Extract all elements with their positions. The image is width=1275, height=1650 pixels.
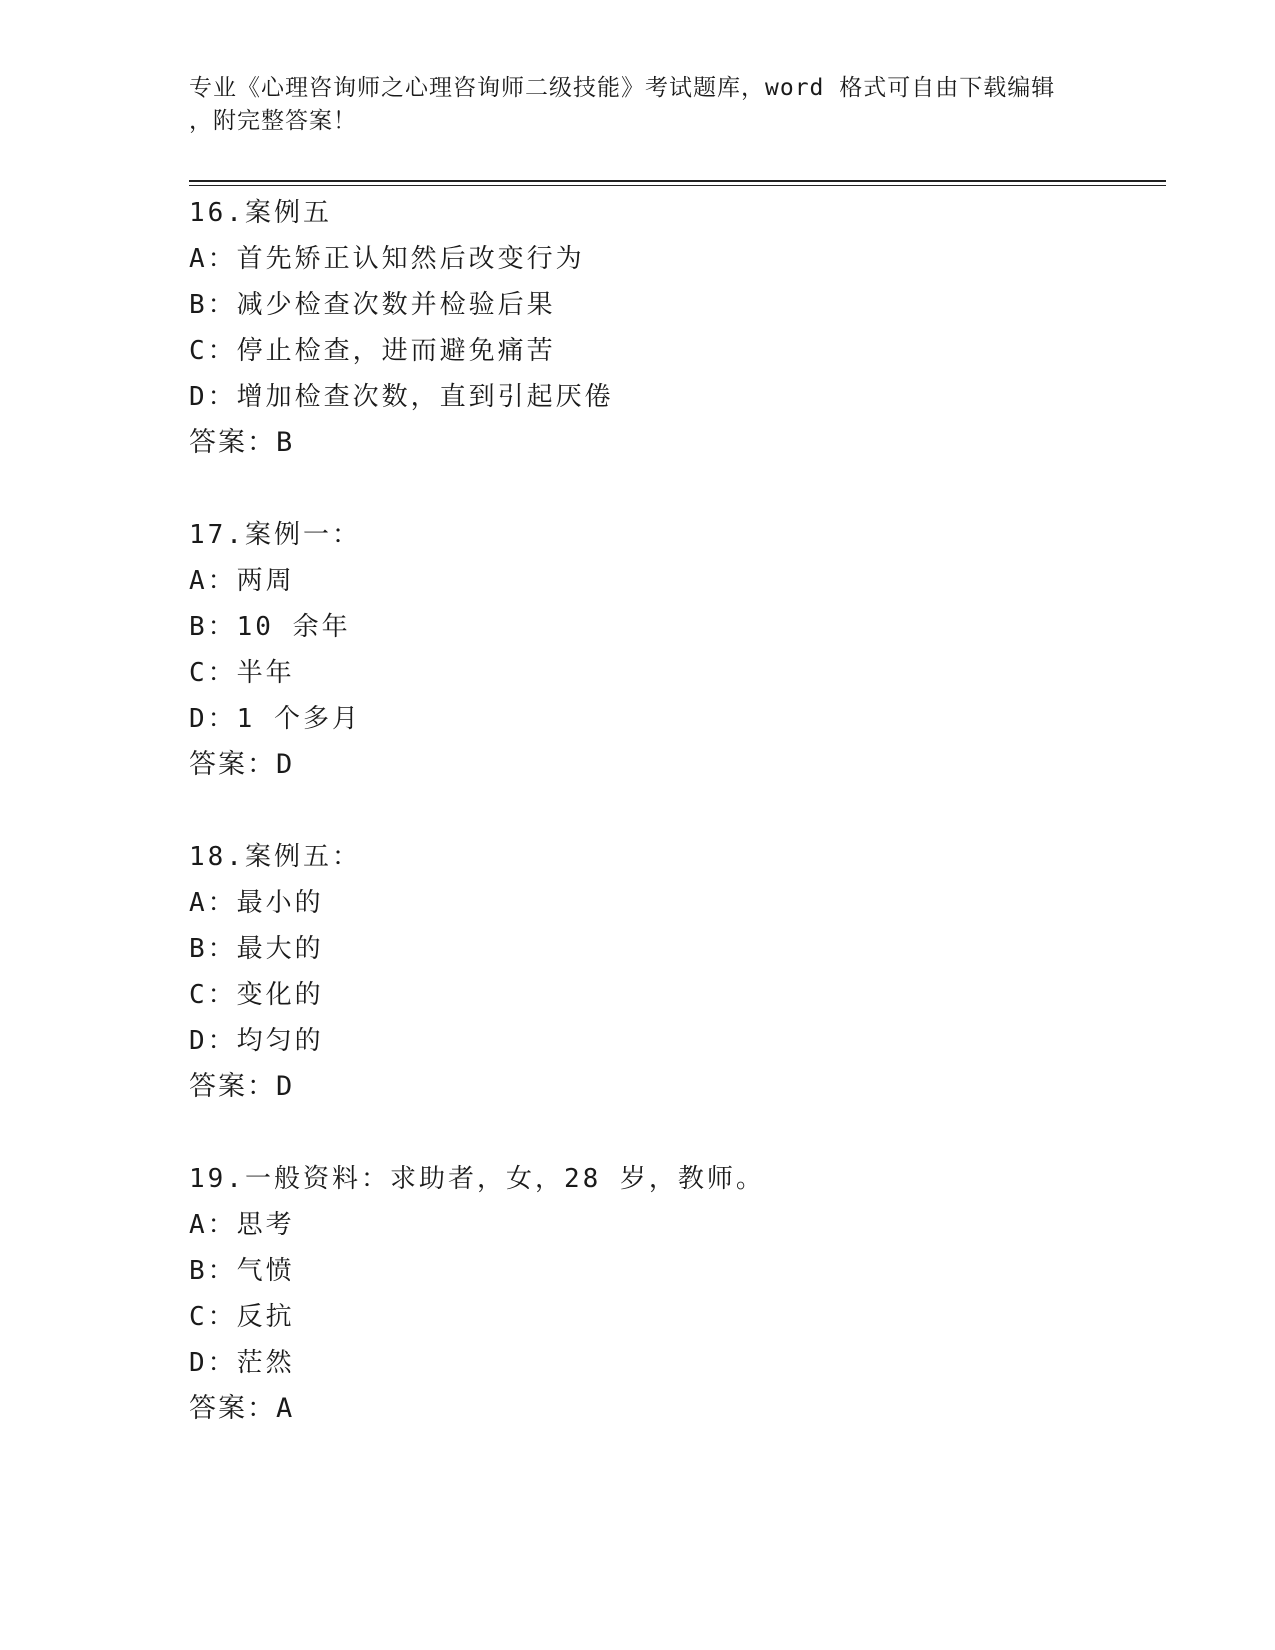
- option-d: D：增加检查次数，直到引起厌倦: [189, 382, 614, 412]
- question-list: [189, 190, 1166, 1478]
- header-line-2: ，附完整答案！: [189, 108, 357, 134]
- option-a: A：首先矫正认知然后改变行为: [189, 244, 585, 274]
- option-a: A：思考: [189, 1210, 295, 1240]
- question-stem: 16.案例五: [189, 198, 332, 228]
- option-b: B：减少检查次数并检验后果: [189, 290, 556, 320]
- question-stem: 18.案例五：: [189, 842, 361, 872]
- question-stem: 19.一般资料：求助者，女，28 岁，教师。: [189, 1164, 765, 1194]
- answer-line: 答案：A: [189, 1393, 295, 1424]
- option-d: D：均匀的: [189, 1026, 324, 1056]
- option-c: C：反抗: [189, 1302, 295, 1332]
- question-18: [189, 834, 1166, 1110]
- header-divider-thin: [189, 185, 1166, 186]
- option-b: B：10 余年: [189, 612, 351, 642]
- question-17: [189, 512, 1166, 788]
- header-divider-thick: [189, 180, 1166, 182]
- document-header: [189, 72, 1089, 138]
- option-b: B：最大的: [189, 934, 324, 964]
- answer-line: 答案：B: [189, 427, 295, 458]
- option-a: A：两周: [189, 566, 295, 596]
- option-d: D：1 个多月: [189, 704, 361, 734]
- question-19: [189, 1156, 1166, 1432]
- option-d: D：茫然: [189, 1348, 295, 1378]
- question-16: [189, 190, 1166, 466]
- option-c: C：停止检查，进而避免痛苦: [189, 336, 556, 366]
- option-b: B：气愤: [189, 1256, 295, 1286]
- header-line-1: 专业《心理咨询师之心理咨询师二级技能》考试题库，word 格式可自由下载编辑: [189, 75, 1056, 101]
- option-a: A：最小的: [189, 888, 324, 918]
- option-c: C：半年: [189, 658, 295, 688]
- answer-line: 答案：D: [189, 749, 295, 780]
- option-c: C：变化的: [189, 980, 324, 1010]
- question-stem: 17.案例一：: [189, 520, 361, 550]
- answer-line: 答案：D: [189, 1071, 295, 1102]
